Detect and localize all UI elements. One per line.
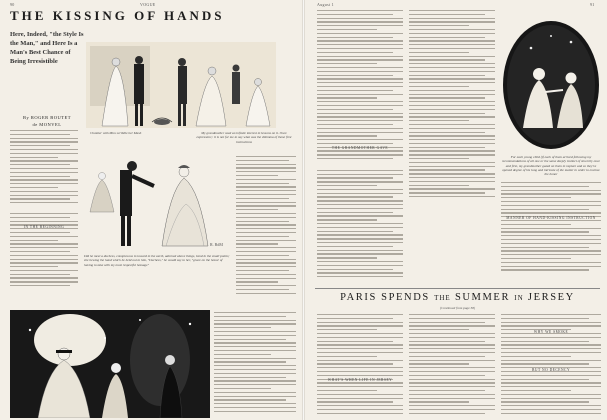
page-number-right: 91	[590, 2, 595, 7]
illustration-drawing-room	[86, 42, 276, 128]
paris-title-word-5: IN	[514, 294, 524, 302]
illustration-masked-scene	[10, 310, 210, 418]
section-head-jersey-life: WHAT'S WHEN LIFE IN JERSEY	[327, 378, 393, 382]
byline	[10, 114, 84, 128]
article-subhead: Here, Indeed, "the Style Is the Man," and Here Is a Man's Best Chance of Being Irresistible	[10, 31, 84, 65]
hand-kissing-svg	[82, 142, 232, 250]
left-page	[0, 0, 302, 420]
right-body-text-column-3	[501, 182, 601, 282]
drawing-room-svg	[86, 42, 276, 128]
section-head-hand-kissing-instruction: MANNER OF HAND-KISSING INSTRUCTION	[506, 216, 596, 220]
right-body-text-column-2	[409, 10, 495, 280]
illustration-oval-children	[501, 18, 601, 152]
article-divider-top	[315, 288, 600, 289]
section-head-grandmother: THE GRANDMOTHER GAVE	[331, 146, 389, 150]
caption-grandmother: My grandmother used an infinite interest in lessons on it. Once expression;: it is not for me to say what was the dilemma of those first instructions	[196, 131, 292, 144]
paris-title-word-1: PARIS	[340, 292, 377, 303]
paris-text-column-1	[317, 314, 403, 418]
masked-scene-svg	[10, 310, 210, 418]
oval-children-svg	[501, 18, 601, 152]
section-head-decency: BUT NO DECENCY	[531, 368, 571, 372]
illustration-signature: R. BdM	[210, 242, 223, 247]
caption-duchess: Did he meet a duchess, conspicuous in toward in the earth, adorned above things, bend in the small points; she hewing the hand which he held out to him, "Duchess," he would say to her, "grace on the honor of having to take with my most respectful homage"	[84, 254, 230, 267]
running-head-right-date: August 1	[317, 2, 334, 7]
body-text-column-1	[10, 130, 78, 310]
right-body-text-column-1	[317, 10, 403, 280]
body-text-column-3-bottom	[214, 312, 296, 416]
right-page	[305, 0, 607, 420]
caption-top-illustration: Clumber with Miss scribble her Mash	[90, 131, 142, 135]
byline-name: de MONVEL	[32, 122, 62, 127]
article-title: THE KISSING OF HANDS	[10, 8, 225, 23]
paris-title-word-2: SPENDS	[381, 292, 430, 303]
section-head-beginning: IN THE BEGINNING	[23, 225, 65, 229]
page-number-left: 90	[10, 2, 15, 7]
byline-prefix: By ROGER BOUTET	[23, 115, 71, 120]
body-text-column-3	[236, 156, 296, 296]
paris-title-word-4: SUMMER	[454, 292, 511, 303]
caption-oval: For each young child (if each of them arrived following my recommendations of all one or the same deeply instinct of sincerity once and first, my grandmother gazed on them in rapture and so they've opened degree of his long and intricate of the matter in order to enclose the honor	[501, 155, 601, 177]
section-head-smoke: WHY WE SMOKE	[533, 330, 569, 334]
running-head-left: VOGUE	[140, 2, 156, 7]
illustration-hand-kissing	[82, 142, 232, 250]
paris-title-word-6: JERSEY	[527, 292, 575, 303]
paris-text-column-2	[409, 314, 495, 418]
paris-article-title	[315, 292, 600, 303]
paris-title-word-3: THE	[434, 294, 451, 302]
continued-note: (Continued from page 38)	[439, 306, 476, 310]
